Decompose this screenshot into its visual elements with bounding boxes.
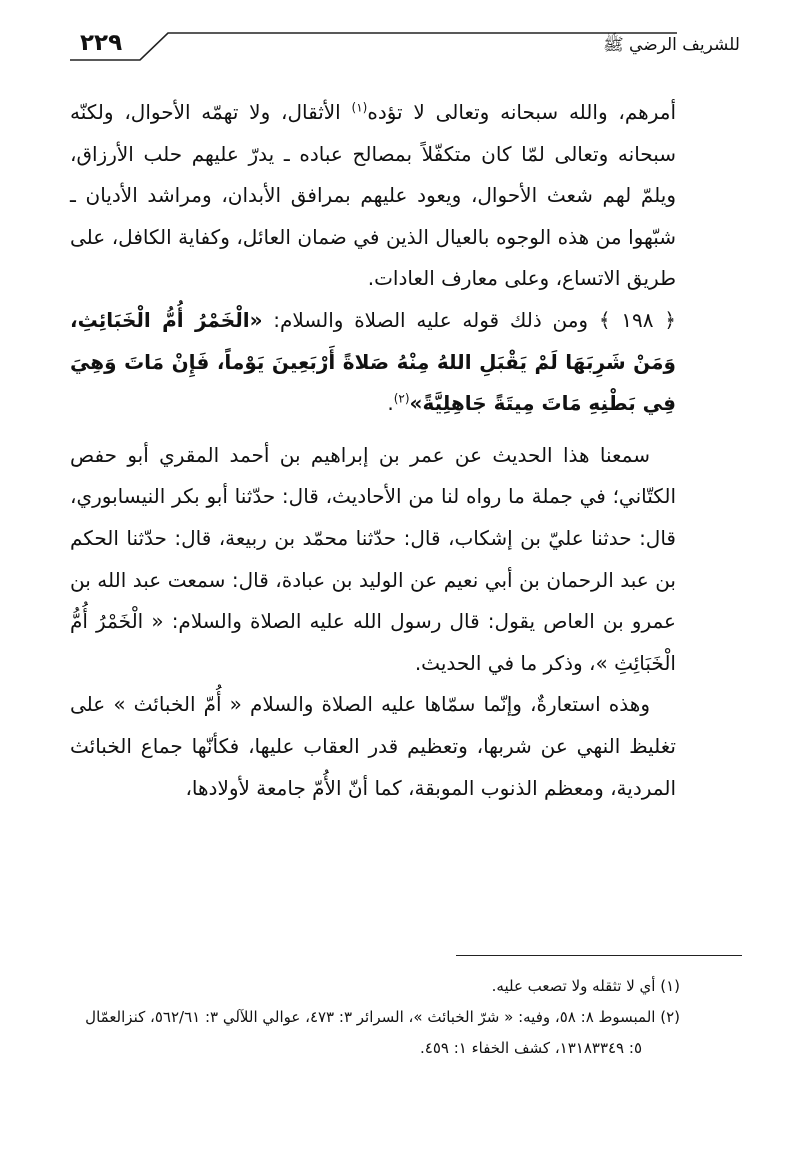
- page-number: ٢٢٩: [80, 30, 123, 56]
- paragraph-continuation: أمرهم، والله سبحانه وتعالى لا تؤده$^{(١)}$ الأثقال، ولا تهمّه الأحوال، ولكنّه سبحانه وتعالى لمّا كان متكفّلاً بمصالح عباده ـ يدرّ عليهم حلب الأرزاق، ويلمّ لهم شعث الأحوال، ويعود عليهم بمرافق الأبدان، ومراشد الأديان ـ شبّهوا من هذه الوجوه بالعيال الذين في ضمان العائل، وكفاية الكافل، على طريق الاتساع، وعلى معارف العادات.: [70, 100, 677, 291]
- footnote-2: (٢) المبسوط ٨: ٥٨، وفيه: « شرّ الخبائث »، السرائر ٣: ٤٧٣، عوالي اللآلي ٣: ٥٦٢/٦١، كنزالعمّال: [85, 1008, 680, 1026]
- footnotes: [70, 972, 680, 1065]
- footnote-ref-2: (٢): [393, 391, 410, 406]
- footnote-ref-1: (١): [351, 100, 368, 115]
- page-header: [0, 0, 812, 80]
- running-title: للشريف الرضي ﷺ: [603, 35, 740, 55]
- commentary-paragraph: وهذه استعارةٌ، وإنّما سمّاها عليه الصلاة والسلام « أُمّ الخبائث » على تغليظ النهي عن شربها، وتعظيم قدر العقاب عليها، فكأنّها جماع الخبائث المردية، ومعظم الذنوب الموبقة، كما أنّ الأُمّ جامعة لأولادها،: [70, 692, 676, 800]
- footnote-2-continuation: ٥: ١٣١٨٣٣٤٩، كشف الخفاء ١: ٤٥٩.: [419, 1039, 642, 1057]
- hadith-quote: « الْخَمْرُ أُمُّ الْخَبَائِثِ »: [70, 609, 676, 675]
- quoted-phrase: « أُمّ الخبائث »: [113, 692, 242, 717]
- chain-of-narration: سمعنا هذا الحديث عن عمر بن إبراهيم بن أحمد المقري أبو حفص الكتّاني؛ في جملة ما رواه لنا من الأحاديث، قال: حدّثنا أبو بكر النيسابوري، قال: حدثنا عليّ بن إشكاب، قال: حدّثنا محمّد بن ربيعة، قال: حدّثنا الحكم بن عبد الرحمان بن أبي نعيم عن الوليد بن عبادة، قال: سمعت عبد الله بن عمرو بن العاص يقول: قال رسول الله عليه الصلاة والسلام: « الْخَمْرُ أُمُّ الْخَبَائِثِ »، وذكر ما في الحديث.: [70, 442, 676, 675]
- hadith-entry-198: ﴿ ١٩٨ ﴾ ومن ذلك قوله عليه الصلاة والسلام: «الْخَمْرُ أُمُّ الْخَبَائِثِ، وَمَنْ شَرِبَهَا لَمْ يَقْبَلِ اللهُ مِنْهُ صَلاةً أَرْبَعِينَ يَوْماً، فَإِنْ مَاتَ وَهِيَ فِي بَطْنِهِ مَاتَ مِيتَةً جَاهِلِيَّةً»$^{(٢)}$.: [70, 307, 676, 416]
- hadith-text: «الْخَمْرُ أُمُّ الْخَبَائِثِ، وَمَنْ شَرِبَهَا لَمْ يَقْبَلِ اللهُ مِنْهُ صَلاةً أَرْبَعِينَ يَوْماً، فَإِنْ مَاتَ وَهِيَ فِي بَطْنِهِ مَاتَ مِيتَةً جَاهِلِيَّةً»: [70, 307, 676, 416]
- footnote-1: (١) أي لا تثقله ولا تصعب عليه.: [491, 977, 680, 995]
- footnote-divider: [456, 955, 742, 956]
- entry-number: ﴿ ١٩٨ ﴾: [598, 307, 676, 332]
- main-text: [70, 92, 676, 809]
